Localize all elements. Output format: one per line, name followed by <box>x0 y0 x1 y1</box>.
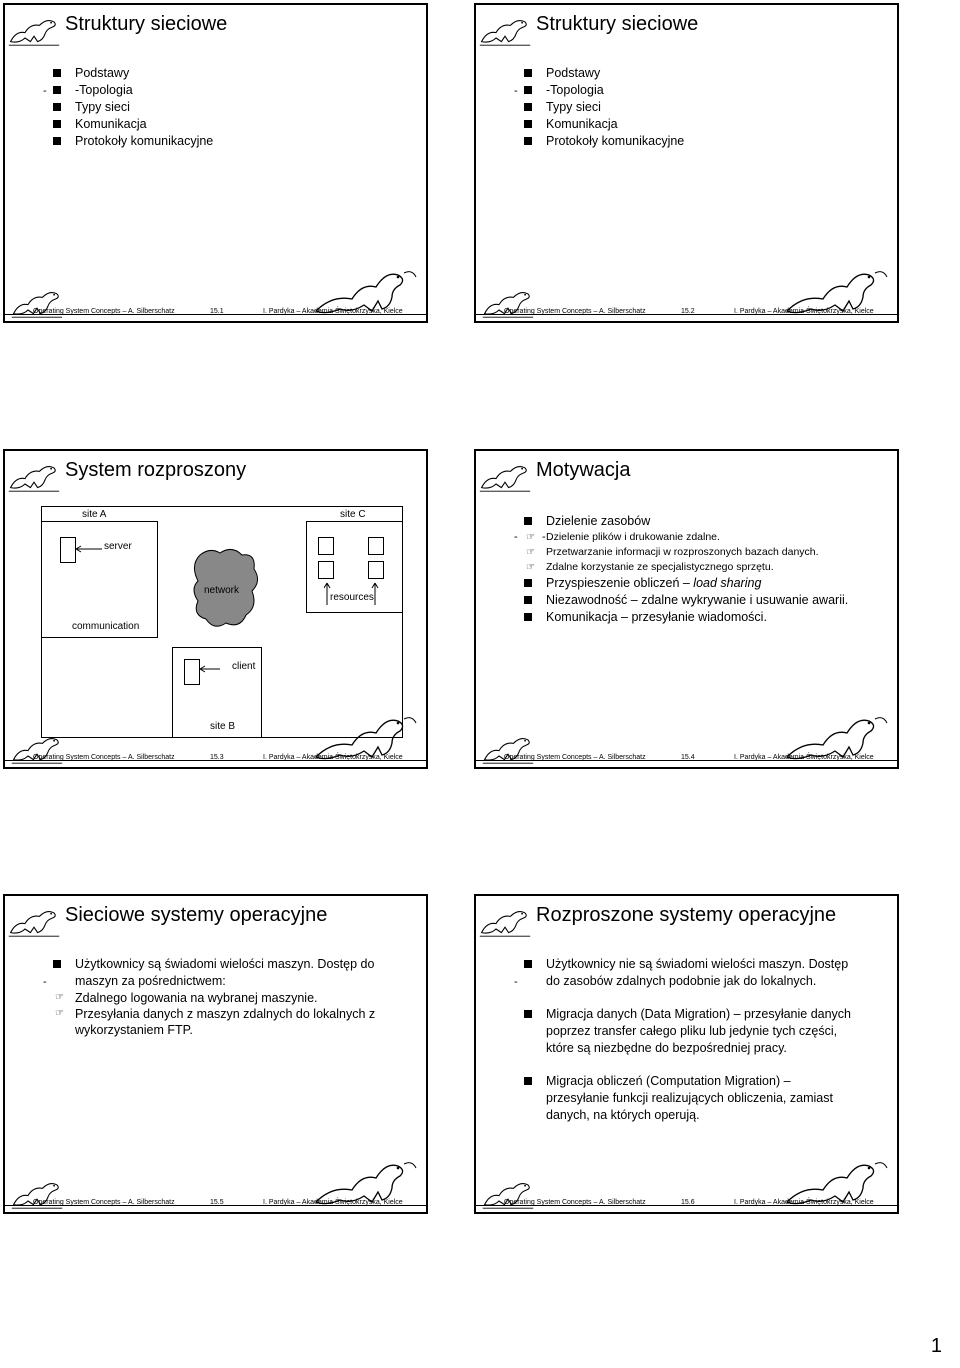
square-bullet-icon <box>524 120 532 128</box>
slide-6 <box>474 894 899 1214</box>
square-bullet-icon <box>53 103 61 111</box>
dinosaur-logo-icon <box>478 898 532 942</box>
slide-title: Rozproszone systemy operacyjne <box>536 904 837 926</box>
dash-marker: - <box>514 85 518 97</box>
site-c-label: site C <box>340 509 366 520</box>
pointing-hand-icon: ☞ <box>55 1008 64 1019</box>
slide-2 <box>474 3 899 323</box>
footer-author: I. Pardyka – Akademia Świętokrzyska, Kielce <box>263 754 403 761</box>
list-item: -Topologia <box>53 82 213 99</box>
resource-box <box>318 537 334 555</box>
footer-course: Operating System Concepts – A. Silberschatz <box>33 1199 175 1206</box>
slide-title: Struktury sieciowe <box>536 13 699 35</box>
site-a-label: site A <box>82 509 107 520</box>
dinosaur-logo-icon <box>7 453 61 497</box>
server-label: server <box>104 541 132 552</box>
pointing-hand-icon: ☞ <box>526 547 535 558</box>
list-item: Typy sieci <box>53 99 213 116</box>
footer-course: Operating System Concepts – A. Silberschatz <box>33 308 175 315</box>
square-bullet-icon <box>53 137 61 145</box>
dinosaur-logo-icon <box>7 898 61 942</box>
slide-4 <box>474 449 899 769</box>
dash-marker: - <box>514 531 518 543</box>
dinosaur-logo-icon <box>478 7 532 51</box>
list-item: Typy sieci <box>524 99 684 116</box>
list-item: Użytkownicy nie są świadomi wielości maszyn. Dostęp do zasobów zdalnych podobnie jak do lokalnych. <box>524 956 854 990</box>
footer-course: Operating System Concepts – A. Silberschatz <box>33 754 175 761</box>
footer-author: I. Pardyka – Akademia Świętokrzyska, Kielce <box>734 754 874 761</box>
square-bullet-icon <box>524 579 532 587</box>
list-item: Przyspieszenie obliczeń – load sharing <box>524 575 848 592</box>
list-item: Migracja danych (Data Migration) – przesyłanie danych poprzez transfer całego pliku lub jedynie tych części, które są niezbędne do bezpośredniej pracy. <box>524 1006 854 1057</box>
slide-footer <box>5 1156 426 1212</box>
footer-author: I. Pardyka – Akademia Świętokrzyska, Kielce <box>263 308 403 315</box>
client-label: client <box>232 661 256 672</box>
dash-marker: - <box>542 531 546 543</box>
square-bullet-icon <box>53 69 61 77</box>
pointing-hand-icon: ☞ <box>526 562 535 573</box>
bullet-list <box>53 956 393 1038</box>
site-b-label: site B <box>210 721 236 732</box>
bullet-list <box>524 956 854 1124</box>
slide-footer <box>476 711 897 767</box>
pointing-hand-icon: ☞ <box>55 992 64 1003</box>
slide-3 <box>3 449 428 769</box>
bullet-list <box>524 513 848 626</box>
footer-author: I. Pardyka – Akademia Świętokrzyska, Kielce <box>734 1199 874 1206</box>
list-subitem: ☞ Zdalne korzystanie ze specjalistycznego sprzętu. <box>526 561 774 573</box>
slide-title: Motywacja <box>536 459 631 481</box>
list-item: -Topologia <box>524 82 684 99</box>
list-subitem: ☞ Przesyłania danych z maszyn zdalnych do lokalnych z wykorzystaniem FTP. <box>55 1007 376 1037</box>
footer-course: Operating System Concepts – A. Silberschatz <box>504 1199 646 1206</box>
bullet-list <box>524 65 684 150</box>
slide-footer <box>476 1156 897 1212</box>
footer-course: Operating System Concepts – A. Silberschatz <box>504 308 646 315</box>
communication-label: communication <box>72 621 140 632</box>
list-item: Dzielenie zasobów <box>524 513 848 530</box>
resource-box <box>368 561 384 579</box>
footer-author: I. Pardyka – Akademia Świętokrzyska, Kielce <box>734 308 874 315</box>
list-item: Protokoły komunikacyjne <box>524 133 684 150</box>
list-item: Użytkownicy są świadomi wielości maszyn. Dostęp do maszyn za pośrednictwem: <box>53 956 393 990</box>
distributed-system-diagram <box>41 506 403 738</box>
dinosaur-logo-icon <box>7 7 61 51</box>
footer-course: Operating System Concepts – A. Silberschatz <box>504 754 646 761</box>
dash-marker: - <box>43 85 47 97</box>
slide-number: 15.4 <box>681 754 695 761</box>
arrow-icon <box>74 545 104 553</box>
slide-number: 15.6 <box>681 1199 695 1206</box>
slide-number: 15.5 <box>210 1199 224 1206</box>
slide-5 <box>3 894 428 1214</box>
dash-marker: - <box>514 976 518 988</box>
slide-footer <box>5 711 426 767</box>
list-item: Komunikacja – przesyłanie wiadomości. <box>524 609 848 626</box>
slide-footer <box>5 265 426 321</box>
list-item: Niezawodność – zdalne wykrywanie i usuwanie awarii. <box>524 592 848 609</box>
list-item: Komunikacja <box>524 116 684 133</box>
arrow-icon <box>198 665 222 673</box>
square-bullet-icon <box>524 1010 532 1018</box>
pointing-hand-icon: ☞ <box>526 532 535 543</box>
list-subitem: ☞ Zdalnego logowania na wybranej maszynie. <box>55 991 318 1005</box>
square-bullet-icon <box>53 86 61 94</box>
list-item: Komunikacja <box>53 116 213 133</box>
list-item: Podstawy <box>53 65 213 82</box>
page-number: 1 <box>930 1335 942 1357</box>
list-item: Migracja obliczeń (Computation Migration) – przesyłanie funkcji realizujących obliczenia, zamiast danych, na których operują. <box>524 1073 854 1124</box>
resource-box <box>318 561 334 579</box>
network-label: network <box>204 585 240 596</box>
list-item: Podstawy <box>524 65 684 82</box>
list-item: Protokoły komunikacyjne <box>53 133 213 150</box>
list-subitem: ☞ Dzielenie plików i drukowanie zdalne. <box>526 531 720 543</box>
square-bullet-icon <box>524 517 532 525</box>
slide-1 <box>3 3 428 323</box>
square-bullet-icon <box>524 613 532 621</box>
footer-author: I. Pardyka – Akademia Świętokrzyska, Kielce <box>263 1199 403 1206</box>
square-bullet-icon <box>524 137 532 145</box>
square-bullet-icon <box>524 103 532 111</box>
slide-footer <box>476 265 897 321</box>
slide-title: Sieciowe systemy operacyjne <box>65 904 328 926</box>
square-bullet-icon <box>524 69 532 77</box>
square-bullet-icon <box>524 596 532 604</box>
square-bullet-icon <box>524 86 532 94</box>
square-bullet-icon <box>53 960 61 968</box>
list-subitem: ☞ Przetwarzanie informacji w rozproszonych bazach danych. <box>526 546 819 558</box>
resource-box <box>368 537 384 555</box>
slide-title: Struktury sieciowe <box>65 13 228 35</box>
resources-label: resources <box>330 592 374 603</box>
slide-number: 15.1 <box>210 308 224 315</box>
bullet-list <box>53 65 213 150</box>
slide-number: 15.2 <box>681 308 695 315</box>
square-bullet-icon <box>524 1077 532 1085</box>
slide-title: System rozproszony <box>65 459 247 481</box>
square-bullet-icon <box>53 120 61 128</box>
dash-marker: - <box>43 976 47 988</box>
dinosaur-logo-icon <box>478 453 532 497</box>
slide-number: 15.3 <box>210 754 224 761</box>
square-bullet-icon <box>524 960 532 968</box>
